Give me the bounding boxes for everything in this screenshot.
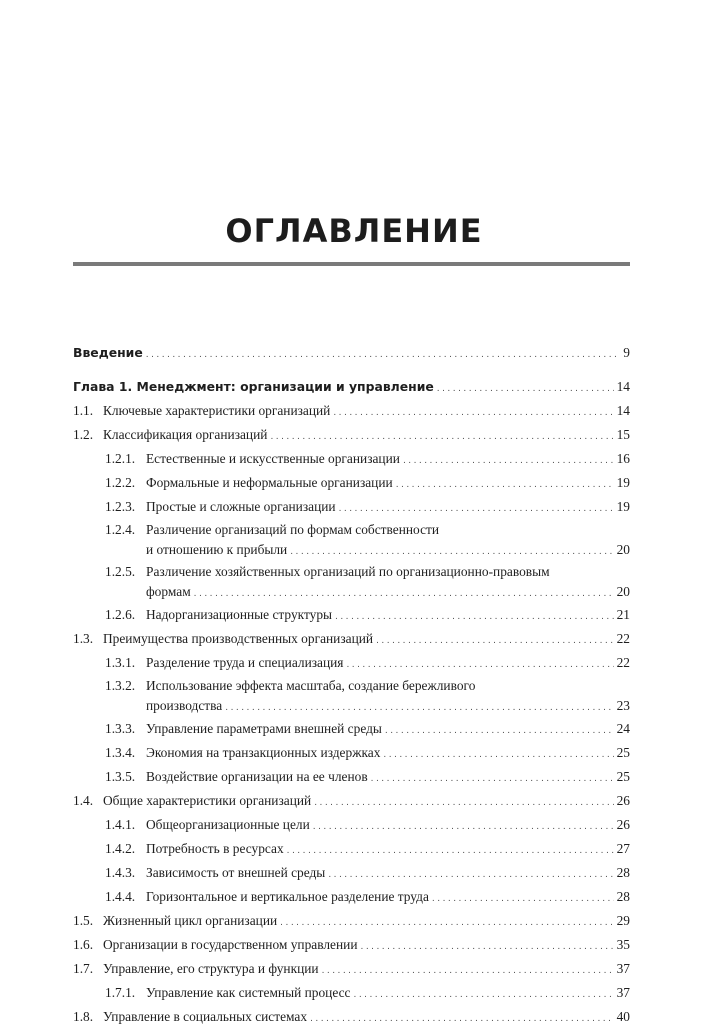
toc-page-number: 26 (616, 793, 630, 808)
toc-entry-1-3-2[interactable] (73, 676, 630, 718)
dot-leader (361, 936, 614, 958)
toc-entry-1-3-4[interactable] (73, 742, 630, 766)
toc-entry-number: 1.7. (73, 961, 94, 976)
toc-entry-text: Общеорганизационные цели (146, 817, 310, 832)
toc-entry-number: 1.8. (73, 1009, 94, 1024)
toc-entry-text: Разделение труда и специализация (146, 655, 344, 670)
toc-entry-1-7[interactable] (73, 958, 630, 982)
toc-page-number: 35 (616, 937, 630, 952)
toc-entry-number: 1.2.3. (105, 499, 136, 514)
toc-entry-text: Преимущества производственных организаций (103, 631, 374, 646)
dot-leader (371, 768, 614, 790)
toc-entry-1-2[interactable] (73, 424, 630, 448)
toc-entry-1-3-1[interactable] (73, 652, 630, 676)
toc-entry-text: Общие характеристики организаций (103, 793, 312, 808)
toc-entry-intro[interactable] (73, 342, 630, 366)
toc-entry-number: 1.2.4. (105, 522, 136, 537)
toc-entry-text: Управление как системный процесс (146, 985, 351, 1000)
toc-entry-text: Управление в социальных системах (103, 1009, 308, 1024)
toc-entry-text-line2: производства (146, 698, 223, 713)
toc-entry-number: 1.3.4. (105, 745, 136, 760)
toc-entry-1-2-1[interactable] (73, 448, 630, 472)
toc-entry-1-1[interactable] (73, 400, 630, 424)
toc-entry-text: Управление параметрами внешней среды (146, 721, 382, 736)
toc-entry-number: 1.3.3. (105, 721, 136, 736)
toc-entry-text-line2: и отношению к прибыли (146, 542, 288, 557)
toc-entry-1-7-1[interactable] (73, 982, 630, 1006)
toc-entry-number: 1.1. (73, 403, 94, 418)
toc-entry-number: 1.4.3. (105, 865, 136, 880)
dot-leader (376, 630, 614, 652)
toc-entry-1-4-4[interactable] (73, 886, 630, 910)
dot-leader (280, 912, 613, 934)
toc-entry-text: Воздействие организации на ее членов (146, 769, 368, 784)
dot-leader (290, 542, 613, 562)
toc-entry-number: 1.2.5. (105, 564, 136, 579)
dot-leader (194, 584, 614, 604)
dot-leader (328, 864, 613, 886)
dot-leader (354, 984, 614, 1006)
toc-entry-1-4-1[interactable] (73, 814, 630, 838)
toc-entry-text-line2: формам (146, 584, 191, 599)
dot-leader (270, 426, 613, 448)
toc-entry-number: 1.2.6. (105, 607, 136, 622)
toc-entry-1-2-6[interactable] (73, 604, 630, 628)
toc-entry-text: Простые и сложные организации (146, 499, 336, 514)
toc-entry-text: Зависимость от внешней среды (146, 865, 326, 880)
toc-entry-chapter-1[interactable] (73, 376, 630, 400)
page-title: ОГЛАВЛЕНИЕ (225, 212, 483, 250)
toc-entry-1-3[interactable] (73, 628, 630, 652)
dot-leader (335, 606, 614, 628)
toc-entry-1-3-5[interactable] (73, 766, 630, 790)
toc-page-number: 40 (616, 1009, 630, 1024)
dot-leader (385, 720, 614, 742)
toc-page-number: 20 (616, 584, 630, 599)
toc-entry-1-3-3[interactable] (73, 718, 630, 742)
toc-entry-text-line1: Различение организаций по формам собственности (146, 522, 440, 537)
dot-leader (322, 960, 614, 982)
toc-entry-text: Экономия на транзакционных издержках (146, 745, 381, 760)
dot-leader (310, 1008, 614, 1030)
toc-entry-text: Глава 1. Менеджмент: организации и управление (73, 379, 434, 394)
toc-entry-1-8[interactable] (73, 1006, 630, 1030)
toc-entry-text: Ключевые характеристики организаций (103, 403, 331, 418)
toc-entry-number: 1.5. (73, 913, 94, 928)
dot-leader (146, 344, 621, 366)
toc-entry-1-2-4[interactable] (73, 520, 630, 562)
toc-page-number: 20 (616, 542, 630, 557)
toc-entry-number: 1.7.1. (105, 985, 136, 1000)
toc-page-number: 9 (623, 345, 630, 360)
toc-entry-number: 1.4.2. (105, 841, 136, 856)
toc-entry-1-4-3[interactable] (73, 862, 630, 886)
dot-leader (313, 816, 614, 838)
toc-entry-number: 1.2. (73, 427, 94, 442)
toc-page-number: 16 (616, 451, 630, 466)
dot-leader (287, 840, 614, 862)
dot-leader (333, 402, 613, 424)
toc-page-number: 37 (616, 985, 630, 1000)
toc-entry-number: 1.3.2. (105, 678, 136, 693)
dot-leader (403, 450, 614, 472)
toc-page-number: 14 (616, 379, 630, 394)
toc-entry-number: 1.6. (73, 937, 94, 952)
toc-entry-number: 1.4.1. (105, 817, 136, 832)
dot-leader (225, 698, 613, 718)
toc-page-number: 28 (616, 889, 630, 904)
toc-entry-1-2-5[interactable] (73, 562, 630, 604)
toc-entry-1-2-2[interactable] (73, 472, 630, 496)
dot-leader (437, 378, 614, 400)
toc-entry-text: Формальные и неформальные организации (146, 475, 393, 490)
toc-entry-text: Естественные и искусственные организации (146, 451, 400, 466)
toc-entry-text: Надорганизационные структуры (146, 607, 333, 622)
toc-entry-text-line1: Использование эффекта масштаба, создание бережливого (146, 678, 476, 693)
toc-entry-number: 1.4. (73, 793, 94, 808)
toc-page-number: 22 (616, 655, 630, 670)
toc-page-number: 29 (616, 913, 630, 928)
toc-entry-number: 1.3.1. (105, 655, 136, 670)
toc-entry-1-6[interactable] (73, 934, 630, 958)
toc-page-number: 25 (616, 769, 630, 784)
toc-page-number: 27 (616, 841, 630, 856)
toc-entry-text: Введение (73, 345, 143, 360)
toc-page-number: 25 (616, 745, 630, 760)
toc-page-number: 21 (616, 607, 630, 622)
toc-entry-text: Жизненный цикл организации (103, 913, 278, 928)
toc-entry-text: Организации в государственном управлении (103, 937, 358, 952)
toc-entry-1-4-2[interactable] (73, 838, 630, 862)
toc-page-number: 14 (616, 403, 630, 418)
dot-leader (339, 498, 614, 520)
toc-entry-1-4[interactable] (73, 790, 630, 814)
dot-leader (314, 792, 613, 814)
toc-page-number: 28 (616, 865, 630, 880)
toc-entry-number: 1.2.2. (105, 475, 136, 490)
toc-entry-number: 1.3. (73, 631, 94, 646)
toc-entry-text: Горизонтальное и вертикальное разделение труда (146, 889, 429, 904)
toc-page-number: 26 (616, 817, 630, 832)
toc-entry-text-line1: Различение хозяйственных организаций по организационно-правовым (146, 564, 550, 579)
toc-entry-text: Управление, его структура и функции (103, 961, 319, 976)
toc-page-number: 19 (616, 475, 630, 490)
toc-page-number: 15 (616, 427, 630, 442)
dot-leader (346, 654, 613, 676)
toc-entry-text: Классификация организаций (103, 427, 268, 442)
toc-entry-text: Потребность в ресурсах (146, 841, 284, 856)
toc-page-number: 22 (616, 631, 630, 646)
toc-page-number: 37 (616, 961, 630, 976)
toc-page-number: 24 (616, 721, 630, 736)
toc-entry-1-5[interactable] (73, 910, 630, 934)
dot-leader (383, 744, 613, 766)
toc-page-number: 23 (616, 698, 630, 713)
toc-page-number: 19 (616, 499, 630, 514)
dot-leader (396, 474, 614, 496)
toc-entry-number: 1.2.1. (105, 451, 136, 466)
table-of-contents (73, 342, 630, 1030)
title-underline (73, 262, 630, 266)
toc-entry-number: 1.3.5. (105, 769, 136, 784)
toc-entry-1-2-3[interactable] (73, 496, 630, 520)
toc-entry-number: 1.4.4. (105, 889, 136, 904)
dot-leader (432, 888, 614, 910)
